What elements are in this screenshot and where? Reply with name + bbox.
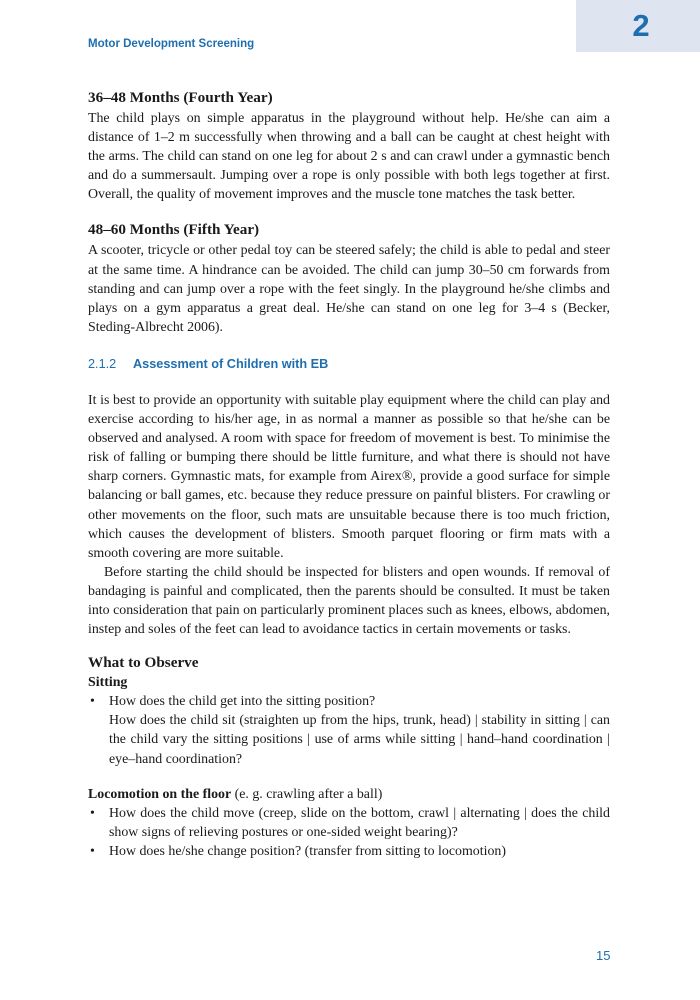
page-number: 15: [596, 948, 611, 963]
bullet-icon: •: [90, 694, 95, 710]
chapter-number: 2: [632, 8, 650, 43]
section-fifth-year: [88, 220, 610, 336]
section-heading: 48–60 Months (Fifth Year): [88, 221, 260, 239]
list-item-continuation: How does the child sit (straighten up from the hips, trunk, head) | stability in sitting | can the child vary the sitting positions | use of arms while sitting | hand–hand coordination | eye–hand coordination?: [109, 713, 610, 767]
section-paragraph: A scooter, tricycle or other pedal toy can be steered safely; the child is able to pedal and steer at the same time. A hindrance can be avoided. The child can jump 30–50 cm forwards from standing and can jump over a rope with the feet singly. In the playground he/she climbs and plays on a gym apparatus a great deal. He/she can stand on one leg for 3–4 s (Becker, Steding-Albrecht 2006).: [88, 243, 610, 335]
list-item-text: How does the child get into the sitting position?: [109, 694, 376, 710]
locomotion-note: (e. g. crawling after a ball): [231, 786, 383, 802]
chapter-tab: [576, 0, 700, 52]
subsection-title: Assessment of Children with EB: [133, 356, 329, 371]
list-item: [88, 804, 610, 842]
section-fourth-year: [88, 88, 610, 204]
subsection-number: 2.1.2: [88, 356, 117, 371]
running-title: Motor Development Screening: [88, 38, 255, 50]
subsection-heading: [88, 355, 610, 373]
list-item: [88, 692, 610, 711]
list-item-text: How does the child move (creep, slide on the bottom, crawl | alternating | does the child show signs of relieving postures or one-sided weight bearing)?: [109, 805, 610, 840]
bullet-icon: •: [90, 805, 95, 821]
locomotion-subheading: [88, 785, 610, 804]
locomotion-list: [88, 804, 610, 861]
body-paragraph: It is best to provide an opportunity with suitable play equipment where the child can play and exercise according to his/her age, in as normal a manner as possible so that he/she can be observed and analysed. A room with space for freedom of movement is best. To minimise the risk of falling or bumping there should be little furniture, and what there is should not have sharp corners. Gymnastic mats, for example from Airex®, provide a good surface for simple balancing or ball games, etc. because they reduce pressure on painful blisters. For crawling or other movements on the floor, such mats are unsuitable because there is too much friction, which causes the development of blisters. Smooth parquet flooring or firm mats with a smooth covering are more suitable.: [88, 392, 610, 561]
body-paragraph: Before starting the child should be inspected for blisters and open wounds. If removal of bandaging is painful and complicated, then the parents should be consulted. It must be taken into consideration that pain on particularly prominent places such as knees, elbows, abdomen, instep and soles of the feet can lead to avoidance tactics in certain movements or tasks.: [88, 564, 610, 638]
observe-heading: What to Observe: [88, 654, 199, 672]
section-paragraph: The child plays on simple apparatus in the playground without help. He/she can aim a distance of 1–2 m successfully when throwing and a ball can be caught at chest height with the arms. The child can stand on one leg for about 2 s and can crawl under a gymnastic bench and do a summersault. Jumping over a rope is only possible with both legs together at first. Overall, the quality of movement improves and the muscle tone matches the task better.: [88, 111, 610, 203]
sitting-list: [88, 692, 610, 711]
list-item-text: How does he/she change position? (transfer from sitting to locomotion): [109, 843, 506, 859]
section-heading: 36–48 Months (Fourth Year): [88, 89, 273, 106]
locomotion-label: Locomotion on the floor: [88, 786, 232, 802]
list-item: [88, 842, 610, 861]
page-body: [88, 88, 610, 861]
bullet-icon: •: [90, 843, 95, 859]
sitting-subheading: Sitting: [88, 675, 128, 691]
